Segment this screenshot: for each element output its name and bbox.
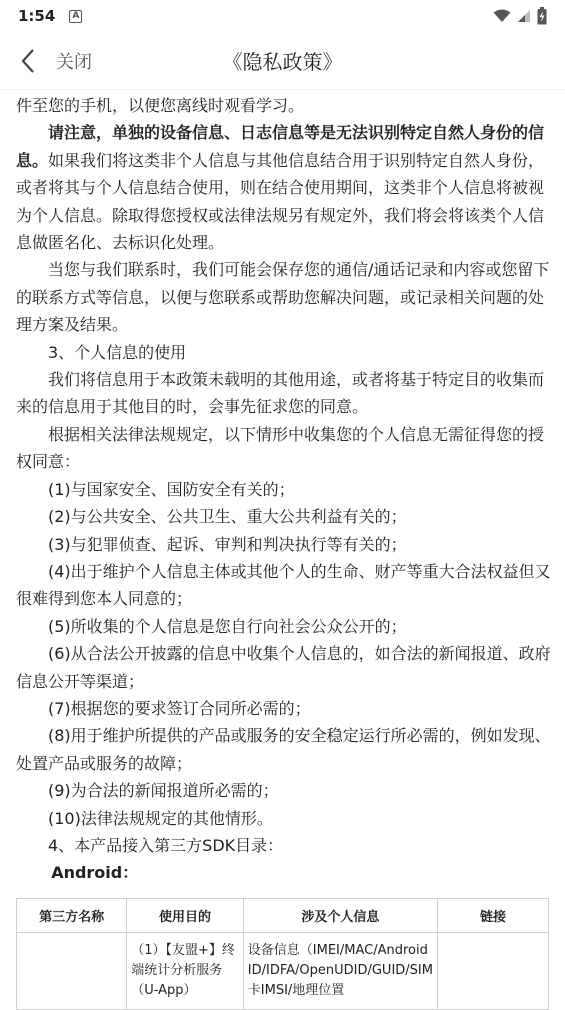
table-cell-name bbox=[17, 933, 127, 1010]
table-cell-purpose: （1）【友盟+】终端统计分析服务（U-App） bbox=[127, 933, 244, 1010]
table-header-row bbox=[17, 899, 549, 933]
wifi-icon bbox=[493, 9, 511, 23]
list-item: (5)所收集的个人信息是您自行向社会公众公开的； bbox=[48, 616, 407, 636]
notification-a-icon: A bbox=[69, 10, 82, 23]
signal-icon bbox=[517, 9, 531, 23]
battery-charging-icon bbox=[537, 7, 547, 25]
notice-rest: 如果我们将这类非个人信息与其他信息结合用于识别特定自然人身份，或者将其与个人信息结合使用，则在结合使用期间，这类非个人信息将被视为个人信息。除取得您授权或法律法规另有规定外，我们将会将该类个人信息做匿名化、去标识化处理。 bbox=[16, 150, 545, 253]
status-icons bbox=[493, 7, 547, 25]
table-header: 使用目的 bbox=[127, 899, 244, 933]
list-item: (2)与公共安全、公共卫生、重大公共利益有关的； bbox=[48, 507, 407, 527]
table-header: 第三方名称 bbox=[17, 899, 127, 933]
page-title: 《隐私政策》 bbox=[222, 50, 343, 74]
list-item: (8)用于维护所提供的产品或服务的安全稳定运行所必需的，例如发现、处置产品或服务的故障； bbox=[16, 726, 551, 773]
table-cell-link[interactable] bbox=[437, 933, 548, 1010]
paragraph: 根据相关法律法规规定，以下情形中收集您的个人信息无需征得您的授权同意： bbox=[16, 424, 545, 472]
list-item: (4)出于维护个人信息主体或其他个人的生命、财产等重大合法权益但又很难得到您本人同意的； bbox=[16, 561, 551, 609]
table-header: 涉及个人信息 bbox=[243, 899, 437, 933]
list-item: (7)根据您的要求签订合同所必需的； bbox=[48, 698, 311, 718]
section-heading: 3、个人信息的使用 bbox=[48, 342, 187, 362]
paragraph: 件至您的手机，以便您离线时观看学习。 bbox=[16, 96, 305, 115]
close-button[interactable]: 关闭 bbox=[56, 51, 92, 73]
chevron-left-icon bbox=[20, 48, 36, 74]
list-item: (10)法律法规规定的其他情形。 bbox=[48, 808, 273, 828]
sdk-table bbox=[16, 898, 549, 1010]
list-item: (3)与犯罪侦查、起诉、审判和判决执行等有关的； bbox=[48, 534, 407, 554]
android-label: Android： bbox=[51, 863, 139, 883]
paragraph: 当您与我们联系时，我们可能会保存您的通信/通话记录和内容或您留下的联系方式等信息，以便与您联系或帮助您解决问题，或记录相关问题的处理方案及结果。 bbox=[16, 260, 550, 335]
bold-notice: 请注意，单独的设备信息、日志信息等是无法识别特定自然人身份的信息。 bbox=[16, 123, 545, 170]
paragraph: 我们将信息用于本政策未载明的其他用途，或者将基于特定目的收集而来的信息用于其他目的时，会事先征求您的同意。 bbox=[16, 370, 545, 417]
paragraph bbox=[16, 119, 551, 256]
table-row bbox=[17, 933, 549, 1010]
status-time: 1:54 bbox=[18, 7, 56, 25]
table-header: 链接 bbox=[437, 899, 548, 933]
section-heading: 4、本产品接入第三方SDK目录： bbox=[48, 835, 284, 855]
policy-content bbox=[16, 92, 551, 887]
list-item: (9)为合法的新闻报道所必需的； bbox=[48, 781, 279, 801]
status-bar bbox=[0, 0, 565, 32]
list-item: (6)从合法公开披露的信息中收集个人信息的，如合法的新闻报道、政府信息公开等渠道； bbox=[16, 644, 551, 691]
back-button[interactable] bbox=[0, 32, 56, 90]
list-item: (1)与国家安全、国防安全有关的； bbox=[48, 479, 295, 499]
nav-bar bbox=[0, 32, 565, 90]
table-cell-info: 设备信息（IMEI/MAC/Android ID/IDFA/OpenUDID/GUID/SIM卡IMSI/地理位置 bbox=[243, 933, 437, 1010]
